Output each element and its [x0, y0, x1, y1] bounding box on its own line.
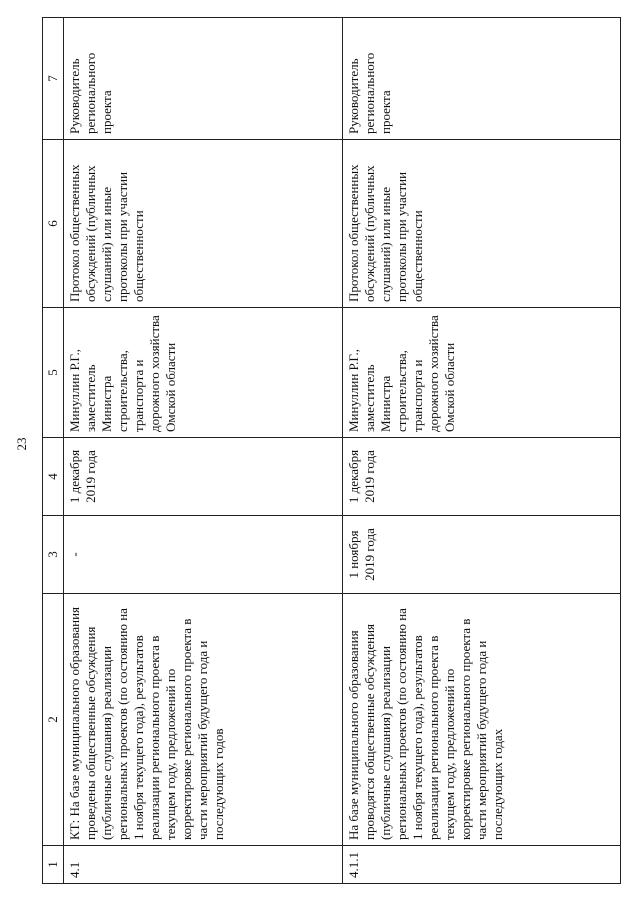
- row-document: Протокол общественных обсуждений (публичных слушаний) или иные протоколы при участии общественности: [342, 140, 621, 308]
- row-control: Руководитель регионального проекта: [342, 18, 621, 140]
- page-number: 23: [14, 437, 29, 451]
- row-end-date: 1 декабря 2019 года: [64, 438, 343, 516]
- row-responsible: Минуллин Р.Г., заместитель Министра строительства, транспорта и дорожного хозяйства Омской области: [342, 308, 621, 438]
- header-col-6: 6: [43, 140, 64, 308]
- row-start-date: -: [64, 516, 343, 594]
- header-col-1: 1: [43, 846, 64, 884]
- header-col-3: 3: [43, 516, 64, 594]
- row-control: Руководитель регионального проекта: [64, 18, 343, 140]
- table-row: [64, 18, 343, 884]
- header-row: [43, 18, 64, 884]
- header-col-2: 2: [43, 594, 64, 846]
- row-responsible: Минуллин Р.Г., заместитель Министра строительства, транспорта и дорожного хозяйства Омской области: [64, 308, 343, 438]
- header-col-7: 7: [43, 18, 64, 140]
- header-col-4: 4: [43, 438, 64, 516]
- row-description: КТ: На базе муниципального образования проведены общественные обсуждения (публичные слушания) реализации региональных проектов (по состоянию на 1 ноября текущего года), результатов реализации регионального проекта в текущем году, предложений по корректировке регионального проекта в части мероприятий будущего года и последующих годов: [64, 594, 343, 846]
- row-document: Протокол общественных обсуждений (публичных слушаний) или иные протоколы при участии общественности: [64, 140, 343, 308]
- header-col-5: 5: [43, 308, 64, 438]
- row-number: 4.1: [64, 846, 343, 884]
- rotated-table-container: [42, 18, 640, 878]
- table-row: [342, 18, 621, 884]
- row-description: На базе муниципального образования проводятся общественные обсуждения (публичные слушания) реализации региональных проектов (по состоянию на 1 ноября текущего года), результатов реализации регионального проекта в текущем году, предложений по корректировке регионального проекта в части мероприятий будущего года и последующих годах: [342, 594, 621, 846]
- row-number: 4.1.1: [342, 846, 621, 884]
- row-start-date: 1 ноября 2019 года: [342, 516, 621, 594]
- plan-table: [42, 17, 621, 884]
- row-end-date: 1 декабря 2019 года: [342, 438, 621, 516]
